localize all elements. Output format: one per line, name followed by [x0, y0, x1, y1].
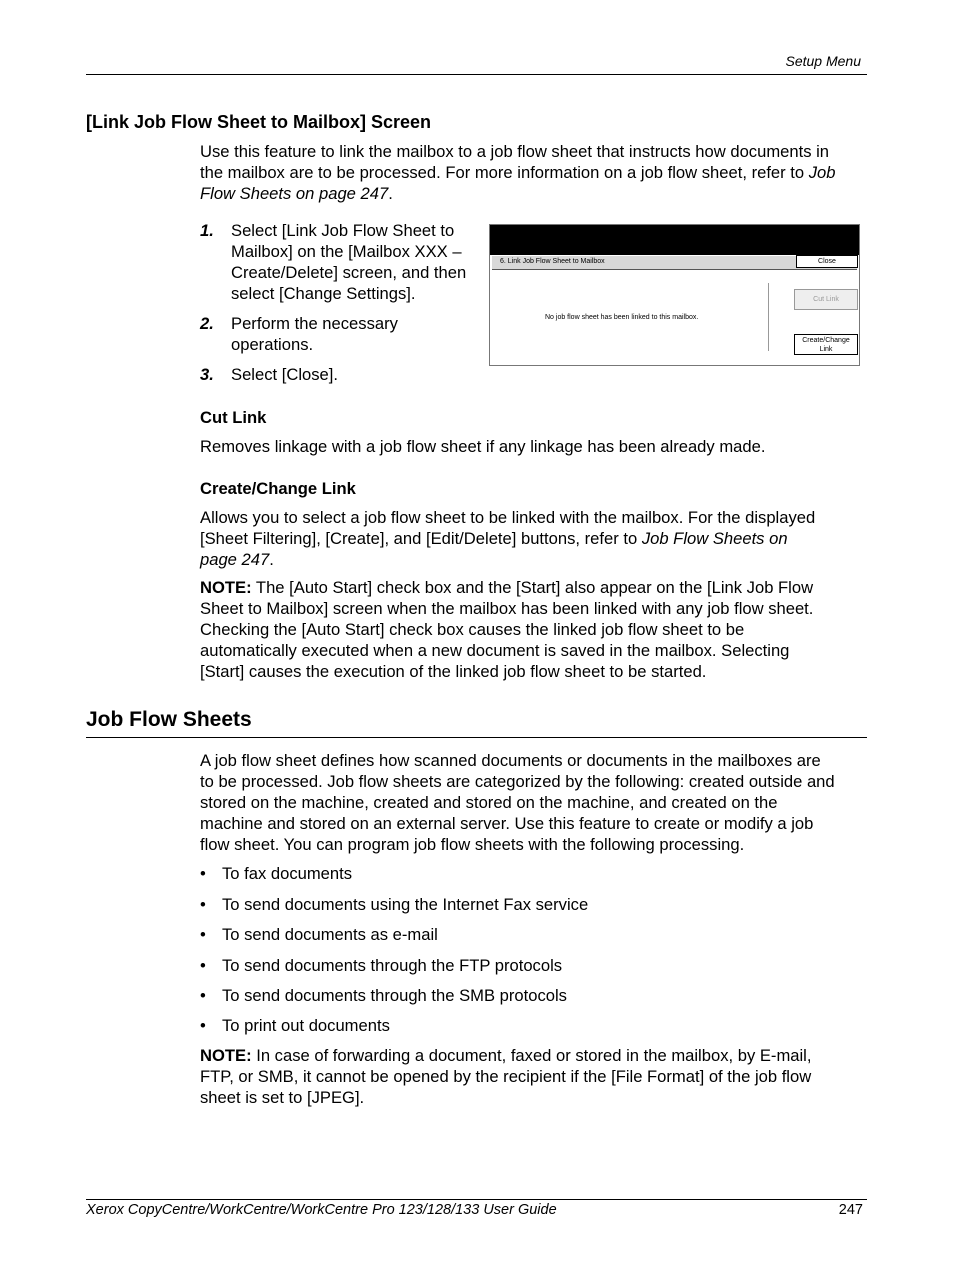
list-item: To send documents using the Internet Fax service — [222, 895, 589, 914]
section-rule — [86, 737, 867, 738]
intro-paragraph — [200, 141, 865, 204]
screen-capture — [489, 224, 860, 366]
bullet-marker: • — [200, 895, 206, 914]
para-line: A job flow sheet defines how scanned documents or documents in the mailboxes are — [200, 751, 821, 770]
section-heading-job-flow-sheets: Job Flow Sheets — [86, 708, 252, 731]
step-line: Create/Delete] screen, and then — [231, 263, 467, 282]
step-line: select [Change Settings]. — [231, 284, 416, 303]
para-line: stored on the machine, created and stored on the machine, and created on the — [200, 793, 778, 812]
step-number: 1. — [200, 221, 214, 240]
intro-line — [200, 162, 865, 183]
footer-rule — [86, 1199, 867, 1200]
step-text — [231, 313, 483, 355]
list-item: To fax documents — [222, 864, 353, 883]
note-line: [Start] causes the execution of the linked job flow sheet to be started. — [200, 662, 707, 681]
list-item: To print out documents — [222, 1016, 390, 1035]
running-header: Setup Menu — [785, 53, 861, 69]
cross-reference: Flow Sheets on page 247 — [200, 184, 389, 203]
step-text — [231, 220, 483, 304]
note-line: sheet is set to [JPEG]. — [200, 1088, 365, 1107]
footer-guide-title: Xerox CopyCentre/WorkCentre/WorkCentre Pro 123/128/133 User Guide — [86, 1202, 557, 1218]
step-line: Mailbox] on the [Mailbox XXX – — [231, 242, 462, 261]
create-change-link-button[interactable] — [794, 334, 858, 355]
step-number: 2. — [200, 314, 214, 333]
note-paragraph — [200, 1045, 865, 1108]
cross-reference: page 247 — [200, 550, 270, 569]
para-text: . — [269, 550, 274, 569]
screen-top-bar — [490, 225, 859, 255]
cut-link-button[interactable]: Cut Link — [794, 289, 858, 310]
note-label: NOTE: — [200, 578, 252, 597]
para-line: flow sheet. You can program job flow sheets with the following processing. — [200, 835, 745, 854]
close-button[interactable]: Close — [796, 255, 858, 268]
step-number: 3. — [200, 365, 214, 384]
no-link-message: No job flow sheet has been linked to this mailbox. — [545, 314, 699, 321]
section-heading-link-job-flow: [Link Job Flow Sheet to Mailbox] Screen — [86, 112, 432, 132]
para-line: Allows you to select a job flow sheet to be linked with the mailbox. For the displayed — [200, 508, 816, 527]
note-paragraph — [200, 577, 865, 682]
bullet-marker: • — [200, 864, 206, 883]
note-label: NOTE: — [200, 1046, 252, 1065]
create-change-heading: Create/Change Link — [200, 479, 356, 498]
cross-reference: Job — [808, 163, 836, 182]
step-text — [231, 364, 483, 385]
cut-link-heading: Cut Link — [200, 408, 267, 427]
note-text: In case of forwarding a document, faxed or stored in the mailbox, by E-mail, — [251, 1046, 812, 1065]
step-line: Perform the necessary — [231, 314, 398, 333]
cross-reference: Job Flow Sheets on — [641, 529, 788, 548]
step-line: Select [Link Job Flow Sheet to — [231, 221, 455, 240]
list-item: To send documents as e-mail — [222, 925, 438, 944]
note-text: The [Auto Start] check box and the [Start] also appear on the [Link Job Flow — [251, 578, 814, 597]
job-flow-paragraph — [200, 750, 865, 855]
para-text: [Sheet Filtering], [Create], and [Edit/Delete] buttons, refer to — [200, 529, 642, 548]
screen-title: 6. Link Job Flow Sheet to Mailbox — [500, 258, 605, 265]
step-line: operations. — [231, 335, 314, 354]
bullet-marker: • — [200, 956, 206, 975]
screen-divider — [768, 283, 769, 351]
note-line: automatically executed when a new document is saved in the mailbox. Selecting — [200, 641, 790, 660]
bullet-marker: • — [200, 1016, 206, 1035]
para-line: to be processed. Job flow sheets are categorized by the following: created outside and — [200, 772, 835, 791]
list-item: To send documents through the SMB protocols — [222, 986, 567, 1005]
bullet-marker: • — [200, 925, 206, 944]
bullet-marker: • — [200, 986, 206, 1005]
para-line — [200, 549, 865, 570]
button-label: Link — [819, 346, 833, 353]
cut-link-text: Removes linkage with a job flow sheet if any linkage has been already made. — [200, 437, 766, 456]
create-change-paragraph — [200, 507, 865, 570]
note-line: Sheet to Mailbox] screen when the mailbox has been linked with any job flow sheet. — [200, 599, 814, 618]
para-line — [200, 528, 865, 549]
note-line — [200, 1045, 865, 1066]
para-line: machine and stored on an external server. Use this feature to create or modify a job — [200, 814, 814, 833]
list-item: To send documents through the FTP protocols — [222, 956, 563, 975]
page-number: 247 — [838, 1202, 863, 1218]
intro-line: Use this feature to link the mailbox to a job flow sheet that instructs how documents in — [200, 142, 830, 161]
button-label: Create/Change — [802, 337, 850, 344]
note-line: Checking the [Auto Start] check box causes the linked job flow sheet to be — [200, 620, 745, 639]
intro-text: . — [388, 184, 393, 203]
intro-line — [200, 183, 865, 204]
header-rule — [86, 74, 867, 75]
note-line: FTP, or SMB, it cannot be opened by the recipient if the [File Format] of the job flow — [200, 1067, 812, 1086]
intro-text: the mailbox are to be processed. For more information on a job flow sheet, refer to — [200, 163, 809, 182]
step-line: Select [Close]. — [231, 365, 338, 384]
note-line — [200, 577, 865, 598]
